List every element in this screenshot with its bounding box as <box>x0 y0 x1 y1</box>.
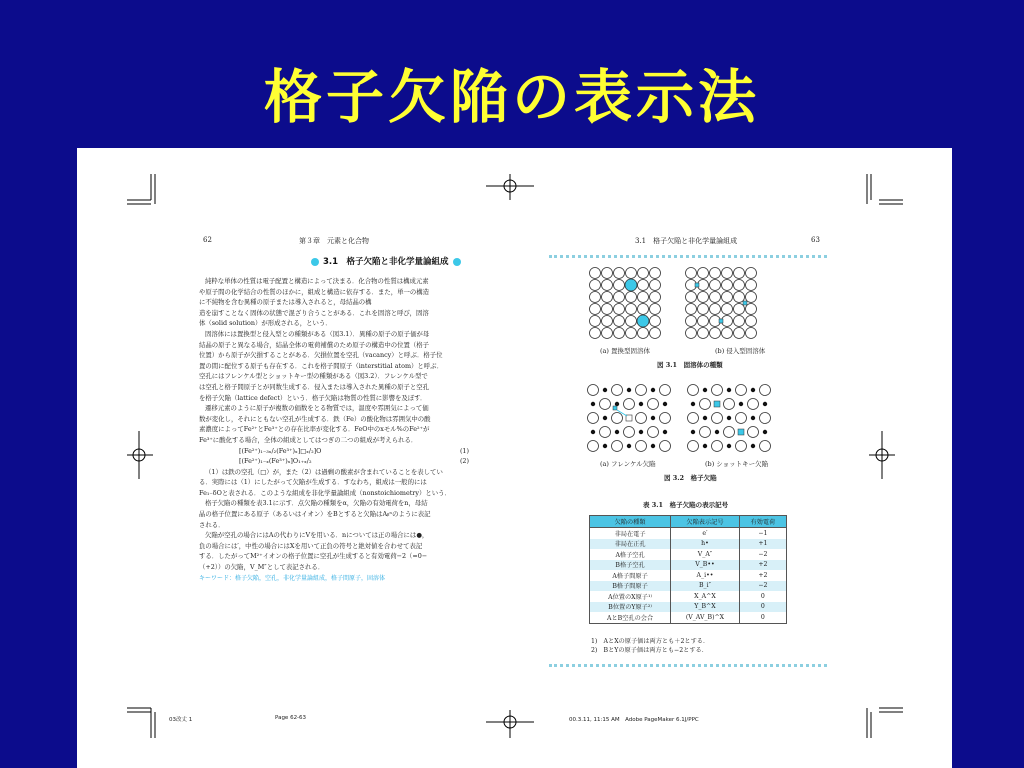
lattice-atom <box>746 268 757 279</box>
section-title: 3.1 格子欠陥と非化学量論組成 <box>307 255 465 267</box>
lattice-atom <box>722 268 733 279</box>
anion <box>748 399 759 410</box>
cation <box>651 388 655 392</box>
lattice-atom <box>686 328 697 339</box>
lattice-atom <box>626 268 637 279</box>
lattice-atom <box>590 328 601 339</box>
table-row: AとB空孔の会合 (V_AV_B)^X 0 <box>590 612 787 623</box>
paragraph: や原子間の化学結合の性質のほかに，組成と構造に依存する．また，単一の構造 <box>199 287 430 296</box>
anion <box>624 427 635 438</box>
fig2-title: 図 3.2 格子欠陥 <box>664 474 717 482</box>
anion <box>700 427 711 438</box>
registration-mark-right <box>869 431 895 479</box>
footer-file-name: 03改丈 1 <box>169 717 193 723</box>
lattice-atom <box>710 304 721 315</box>
paragraph: （1）は鉄の空孔（□）が，また（2）は過剰の酸素が含まれていることを表してい <box>205 467 443 476</box>
paragraph: 結晶の原子と異なる場合，結晶全体の電荷補償のため原子の構造中の位置（格子 <box>199 340 430 349</box>
table-row: 非局在電子 e′ −1 <box>590 528 787 539</box>
cation <box>615 402 619 406</box>
lattice-atom <box>710 268 721 279</box>
registration-mark-bottom <box>486 710 534 738</box>
paragraph: Fe³⁺に酸化する場合，全体の組成としてはつぎの二つの組成が考えられる． <box>199 435 418 444</box>
lattice-atom <box>734 316 745 327</box>
cation <box>763 430 767 434</box>
bullet-dot-icon <box>311 258 319 266</box>
lattice-atom <box>746 328 757 339</box>
vacancy <box>714 401 720 407</box>
interstitial-atom <box>743 301 747 305</box>
cation <box>739 402 743 406</box>
anion <box>760 413 771 424</box>
cation <box>627 388 631 392</box>
fig1-caption-a: (a) 置換型固溶体 <box>600 347 651 355</box>
solute-atom <box>637 315 649 327</box>
lattice-atom <box>722 328 733 339</box>
header-rule <box>549 255 827 258</box>
anion <box>624 399 635 410</box>
interstitial-atom <box>695 283 699 287</box>
paragraph: される． <box>199 520 225 529</box>
paragraph: 負の場合には′，中性の場合にはXを用いて正負の符号と絶対値を合わせて表記 <box>199 541 423 550</box>
lattice-atom <box>686 292 697 303</box>
anion <box>612 441 623 452</box>
lattice-atom <box>602 304 613 315</box>
cation <box>691 402 695 406</box>
lattice-atom <box>686 316 697 327</box>
paragraph: 体（solid solution）が形成される，という． <box>199 319 332 328</box>
cation <box>691 430 695 434</box>
paragraph: する．したがってM²⁺イオンの格子位置に空孔が生成すると有効電荷−2（=0− <box>199 552 428 561</box>
lattice-atom <box>638 304 649 315</box>
paragraph: 遷移元素のように原子が複数の価数をとる物質では，温度や雰囲気によって価 <box>205 404 429 413</box>
lattice-atom <box>710 328 721 339</box>
anion <box>760 441 771 452</box>
formula-1: [(Fe²⁺)₁₋₃ₓ/₂(Fe³⁺)ₓ]□ₓ/₂]O (1) <box>239 446 469 455</box>
anion <box>736 385 747 396</box>
lattice-atom <box>638 292 649 303</box>
anion <box>588 413 599 424</box>
anion <box>612 385 623 396</box>
anion <box>648 399 659 410</box>
lattice-atom <box>590 268 601 279</box>
anion <box>748 427 759 438</box>
cation <box>603 444 607 448</box>
cation <box>763 402 767 406</box>
fig1-caption-b: (b) 侵入型固溶体 <box>715 347 766 355</box>
anion <box>660 441 671 452</box>
lattice-atom <box>698 292 709 303</box>
table-row: B位置のY原子²⁾ Y_B^X 0 <box>590 602 787 613</box>
formula-2: [(Fe²⁺)₁₋ₓ(Fe³⁺)ₓ]O₁₊ₓ/₂ (2) <box>239 457 469 466</box>
lattice-atom <box>722 292 733 303</box>
bullet-dot-icon <box>453 258 461 266</box>
table-row: B格子空孔 V_B•• +2 <box>590 560 787 571</box>
paragraph: に不純物を含む異種の原子または導入されると，母結晶の構 <box>199 298 372 307</box>
table-note: 2) BとYの原子価は両方とも−2とする． <box>591 647 708 654</box>
anion <box>712 441 723 452</box>
figure-3-2-defects <box>587 384 777 456</box>
lattice-atom <box>590 292 601 303</box>
lattice-atom <box>602 280 613 291</box>
lattice-atom <box>722 304 733 315</box>
cation <box>651 416 655 420</box>
lattice-atom <box>614 328 625 339</box>
lattice-atom <box>650 304 661 315</box>
paragraph: 空孔にはフレンケル型とショットキー型の種類がある（図3.2）．フレンケル型で <box>199 372 428 381</box>
lattice-atom <box>650 328 661 339</box>
lattice-atom <box>614 280 625 291</box>
cation <box>639 402 643 406</box>
table-title: 表 3.1 格子欠陥の表示記号 <box>643 501 729 509</box>
paragraph: 固溶体には置換型と侵入型との種類がある（図3.1）．異種の原子の原子価が母 <box>205 329 430 338</box>
cation <box>703 416 707 420</box>
paragraph: は空孔と格子間原子とが同数生成する．侵入または導入された異種の原子と空孔 <box>199 382 430 391</box>
lattice-atom <box>614 268 625 279</box>
vacancy <box>738 429 744 435</box>
cation <box>727 388 731 392</box>
lattice-atom <box>650 268 661 279</box>
anion <box>600 399 611 410</box>
lattice-atom <box>698 316 709 327</box>
anion <box>736 441 747 452</box>
cation <box>751 444 755 448</box>
cation <box>603 416 607 420</box>
anion <box>700 399 711 410</box>
paragraph: 純粋な単体の性質は電子配置と構造によって決まる．化合物の性質は構成元素 <box>205 277 429 285</box>
lattice-atom <box>626 316 637 327</box>
cation <box>663 430 667 434</box>
interstitial-atom <box>719 319 723 323</box>
lattice-atom <box>698 304 709 315</box>
table-row: B格子間原子 B_i″ −2 <box>590 581 787 592</box>
cation <box>751 416 755 420</box>
lattice-atom <box>638 328 649 339</box>
footer-page-range: Page 62-63 <box>275 715 307 721</box>
anion <box>636 441 647 452</box>
lattice-atom <box>638 280 649 291</box>
lattice-atom <box>602 268 613 279</box>
figure-3-1-lattices <box>587 266 767 348</box>
cation <box>663 402 667 406</box>
paragraph: 欠陥が空孔の場合にはAの代わりにVを用いる．nについては正の場合には●， <box>205 531 429 540</box>
paragraph: 位置）から原子が欠損することがある．欠損位置を空孔（vacancy）と呼ぶ．格子位 <box>199 351 443 360</box>
right-running-header: 3.1 格子欠陥と非化学量論組成 <box>635 237 738 245</box>
anion <box>648 427 659 438</box>
cation <box>727 416 731 420</box>
table-row: 非局在正孔 h• +1 <box>590 539 787 550</box>
lattice-atom <box>734 280 745 291</box>
lattice-atom <box>614 304 625 315</box>
lattice-atom <box>590 304 601 315</box>
cation <box>703 444 707 448</box>
registration-mark-left <box>127 431 153 479</box>
left-body-text <box>199 276 475 584</box>
anion <box>724 399 735 410</box>
keywords-line: キーワード：格子欠陥，空孔，非化学量論組成，格子間原子，固溶体 <box>199 574 386 582</box>
paragraph: 造を崩すことなく固体の状態で混ざり合うことがある．これを固溶と呼び，固溶 <box>199 308 429 317</box>
paragraph: を格子欠陥（lattice defect）という．格子欠陥は物質の性質に影響を及ぼす． <box>199 393 427 402</box>
cation <box>627 444 631 448</box>
anion <box>660 385 671 396</box>
fig2-caption-b: (b) ショットキー欠陥 <box>705 460 769 468</box>
cation <box>615 430 619 434</box>
defect-notation-table <box>589 515 787 624</box>
lattice-atom <box>650 316 661 327</box>
table-header: 欠陥の種類 <box>590 516 671 528</box>
lattice-atom <box>734 328 745 339</box>
table-row: A格子間原子 A_i•• +2 <box>590 570 787 581</box>
slide-title: 格子欠陥の表示法 <box>263 63 760 131</box>
paragraph: 素濃度によってFe²⁺とFe³⁺との存在比率が変化する．FeO中のxモル%のFe²⁺が <box>199 425 430 434</box>
anion <box>612 413 623 424</box>
anion <box>688 385 699 396</box>
lattice-atom <box>650 280 661 291</box>
anion <box>636 413 647 424</box>
cation <box>703 388 707 392</box>
cation <box>591 402 595 406</box>
left-page-number: 62 <box>203 236 212 244</box>
lattice-atom <box>650 292 661 303</box>
table-header: 有効電荷 <box>739 516 786 528</box>
lattice-atom <box>710 280 721 291</box>
anion <box>712 413 723 424</box>
anion <box>588 385 599 396</box>
cation <box>603 388 607 392</box>
right-page-number: 63 <box>811 236 820 244</box>
lattice-atom <box>602 292 613 303</box>
table-notes <box>591 637 709 655</box>
paragraph: る．実際には（1）にしたがって欠陥が生成する．すなわち，組成は一般的には <box>199 478 427 487</box>
fig1-title: 図 3.1 固溶体の種類 <box>657 361 723 369</box>
anion <box>688 413 699 424</box>
anion <box>760 385 771 396</box>
lattice-atom <box>626 328 637 339</box>
lattice-atom <box>602 328 613 339</box>
paragraph: 晶の格子位置にある原子（あるいはイオン）をBとすると欠陥はAᵦⁿのように表記 <box>199 510 431 519</box>
lattice-atom <box>638 268 649 279</box>
lattice-atom <box>590 280 601 291</box>
anion <box>636 385 647 396</box>
table-note: 1) AとXの原子価は両方とも＋2とする． <box>591 638 710 645</box>
lattice-atom <box>602 316 613 327</box>
lattice-atom <box>698 268 709 279</box>
paragraph: 置の間に配位する原子も存在する．これを格子間原子（interstitial atom）と呼ぶ． <box>199 361 444 370</box>
paragraph: Fe₁₋δOと表される．このような組成を非化学量論組成（nonstoichiometry）という． <box>199 488 451 497</box>
lattice-atom <box>614 316 625 327</box>
table-row: A格子空孔 V_A″ −2 <box>590 549 787 560</box>
fig2-caption-a: (a) フレンケル欠陥 <box>600 460 656 468</box>
cation <box>715 430 719 434</box>
lattice-atom <box>626 292 637 303</box>
paragraph: 数が変化し，それにともない空孔が生成する．鉄（Fe）の酸化物は雰囲気中の酸 <box>199 414 431 423</box>
left-running-header: 第３章 元素と化合物 <box>299 237 369 245</box>
lattice-atom <box>686 268 697 279</box>
lattice-atom <box>722 280 733 291</box>
footer-rule <box>549 664 827 667</box>
table-header: 欠陥表示記号 <box>671 516 740 528</box>
paragraph: 格子欠陥の種類を表3.1に示す．点欠陥の種類をα，欠陥の有効電荷をn，母結 <box>205 499 428 508</box>
lattice-atom <box>734 268 745 279</box>
lattice-atom <box>746 316 757 327</box>
cation <box>751 388 755 392</box>
cation <box>591 430 595 434</box>
anion <box>588 441 599 452</box>
lattice-atom <box>686 304 697 315</box>
lattice-atom <box>710 292 721 303</box>
document-page-spread <box>77 148 952 768</box>
lattice-atom <box>698 328 709 339</box>
anion <box>688 441 699 452</box>
registration-mark-top <box>486 174 534 200</box>
footer-timestamp: 00.3.11, 11:15 AM Adobe PageMaker 6.1J/PPC <box>569 717 699 723</box>
anion <box>724 427 735 438</box>
cation <box>639 430 643 434</box>
anion <box>660 413 671 424</box>
anion <box>600 427 611 438</box>
lattice-atom <box>590 316 601 327</box>
lattice-atom <box>746 280 757 291</box>
interstitial-atom <box>613 406 617 410</box>
anion <box>712 385 723 396</box>
lattice-atom <box>614 292 625 303</box>
solute-atom <box>625 279 637 291</box>
lattice-atom <box>626 304 637 315</box>
paragraph: （+2））の欠陥，V_M″として表記される． <box>199 563 325 572</box>
anion <box>736 413 747 424</box>
table-row: A位置のX原子¹⁾ X_A^X 0 <box>590 591 787 602</box>
cation <box>651 444 655 448</box>
cation <box>727 444 731 448</box>
